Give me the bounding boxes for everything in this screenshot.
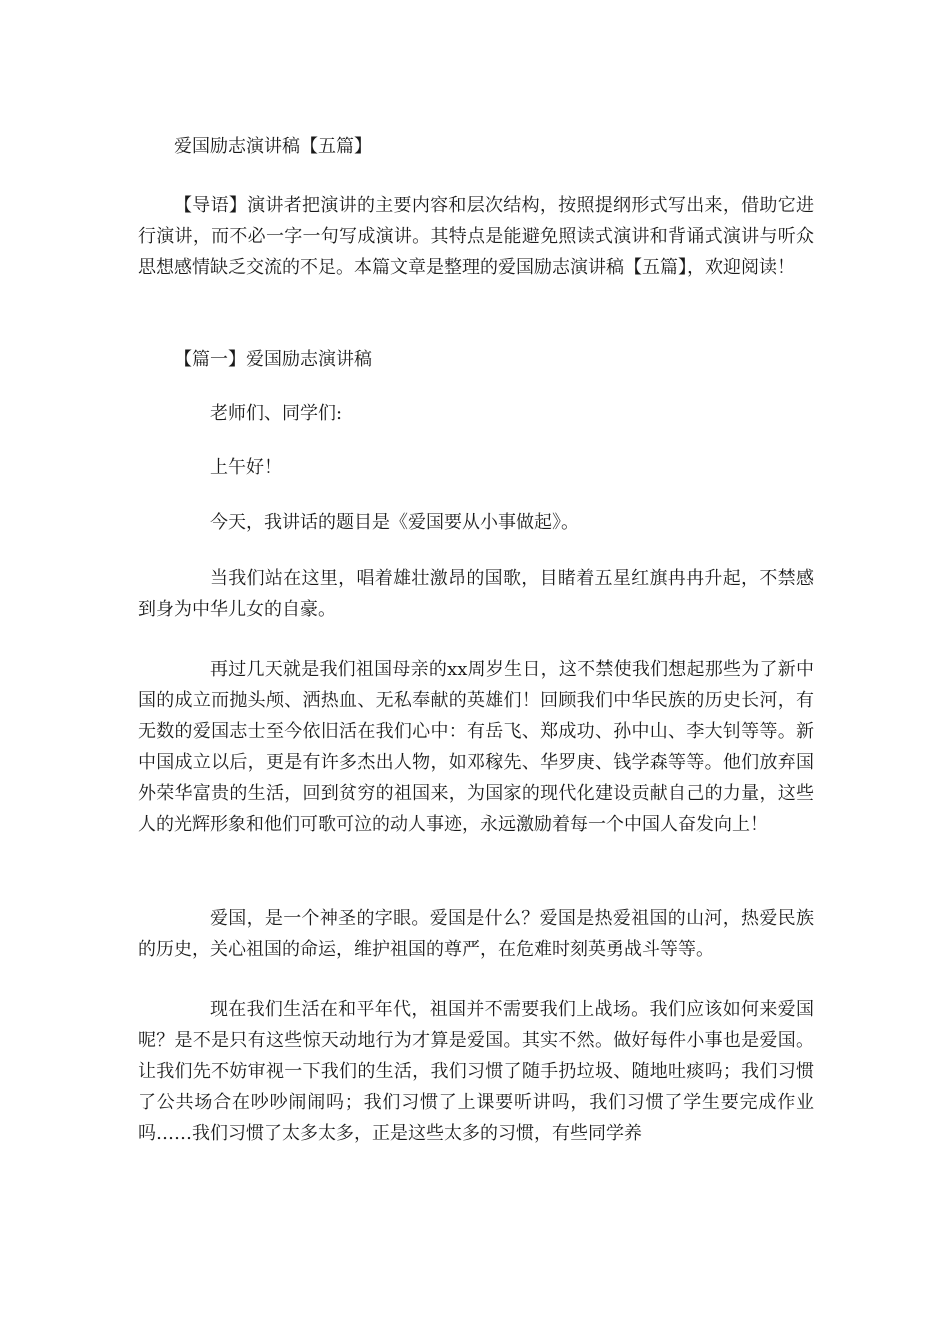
salutation: 老师们、同学们: <box>210 403 343 424</box>
document-title: 爱国励志演讲稿【五篇】 <box>174 136 372 157</box>
body-paragraph: 现在我们生活在和平年代，祖国并不需要我们上战场。我们应该如何来爱国呢？是不是只有这些惊天动地行为才算是爱国。其实不然。做好每件小事也是爱国。让我们先不妨审视一下我们的生活，我们习惯了随手扔垃圾、随地吐痰吗；我们习惯了公共场合在吵吵闹闹吗；我们习惯了上课要听讲吗，我们习惯了学生要完成作业吗……我们习惯了太多太多，正是这些太多的习惯，有些同学养 <box>138 999 814 1144</box>
body-paragraph: 再过几天就是我们祖国母亲的xx周岁生日，这不禁使我们想起那些为了新中国的成立而抛头颅、洒热血、无私奉献的英雄们！回顾我们中华民族的历史长河，有无数的爱国志士至今依旧活在我们心中：有岳飞、郑成功、孙中山、李大钊等等。新中国成立以后，更是有许多杰出人物，如邓稼先、华罗庚、钱学森等等。他们放弃国外荣华富贵的生活，回到贫穷的祖国来，为国家的现代化建设贡献自己的力量，这些人的光辉形象和他们可歌可泣的动人事迹，永远激励着每一个中国人奋发向上！ <box>138 659 814 835</box>
body-paragraph: 爱国，是一个神圣的字眼。爱国是什么？爱国是热爱祖国的山河，热爱民族的历史，关心祖国的命运，维护祖国的尊严，在危难时刻英勇战斗等等。 <box>138 908 814 960</box>
intro-paragraph: 【导语】演讲者把演讲的主要内容和层次结构，按照提纲形式写出来，借助它进行演讲，而不必一字一句写成演讲。其特点是能避免照读式演讲和背诵式演讲与听众思想感情缺乏交流的不足。本篇文章是整理的爱国励志演讲稿【五篇】，欢迎阅读！ <box>138 195 814 278</box>
body-paragraph: 当我们站在这里，唱着雄壮激昂的国歌，目睹着五星红旗冉冉升起，不禁感到身为中华儿女的自豪。 <box>138 568 814 620</box>
section-heading: 【篇一】爱国励志演讲稿 <box>174 349 372 370</box>
speech-topic: 今天，我讲话的题目是《爱国要从小事做起》。 <box>210 512 579 533</box>
greeting: 上午好！ <box>210 457 282 478</box>
